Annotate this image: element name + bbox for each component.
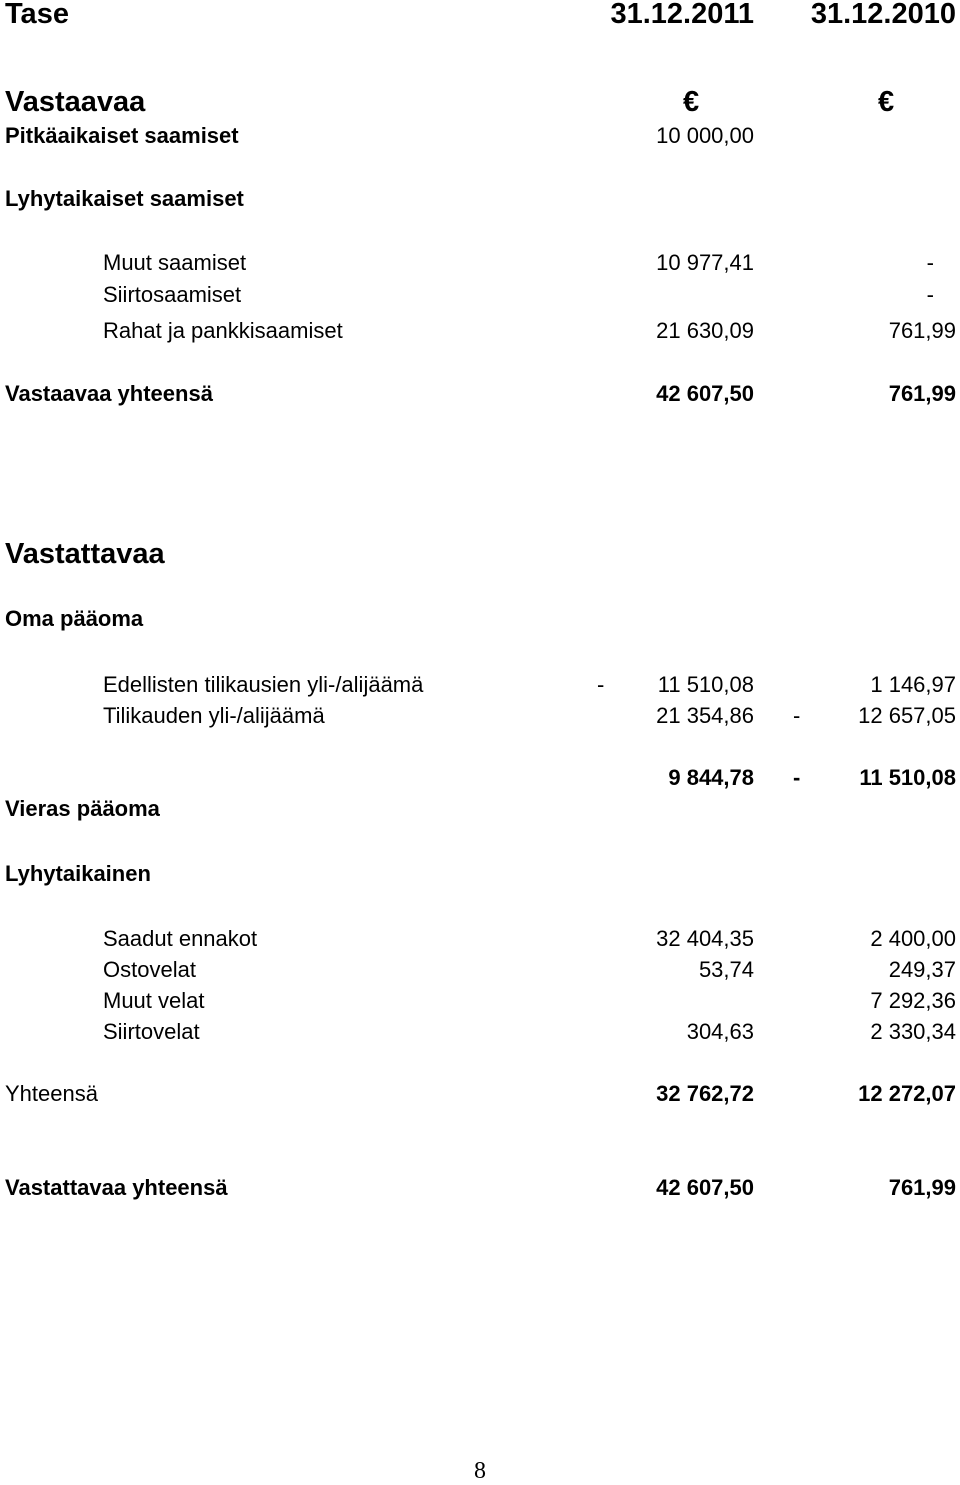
equity-row-2011: 11 510,08 <box>657 672 754 697</box>
debt-row-2010: 2 330,34 <box>870 1019 956 1044</box>
equity-total-2011: 9 844,78 <box>668 765 754 790</box>
liabilities-total-2011: 42 607,50 <box>656 1175 754 1200</box>
long-term-receivables-label: Pitkäaikaiset saamiset <box>5 123 239 148</box>
debt-row-label: Ostovelat <box>103 957 196 982</box>
debt-row-2011: 304,63 <box>686 1019 754 1044</box>
equity-row-label: Tilikauden yli-/alijäämä <box>103 703 325 728</box>
column-header-2011: 31.12.2011 <box>610 0 754 30</box>
equity-row-sign-2010: - <box>793 703 801 728</box>
equity-row-2010: 12 657,05 <box>858 703 956 728</box>
debt-total-2010: 12 272,07 <box>858 1081 956 1106</box>
assets-total-2010: 761,99 <box>888 381 956 406</box>
page-title: Tase <box>5 0 69 30</box>
equity-row-2010: 1 146,97 <box>870 672 956 697</box>
short-term-receivables-heading: Lyhytaikaiset saamiset <box>5 186 244 211</box>
debt-heading: Vieras pääoma <box>5 796 160 821</box>
equity-row-sign-2011: - <box>597 672 605 697</box>
asset-row-2011: 21 630,09 <box>656 318 754 343</box>
liabilities-total-2010: 761,99 <box>888 1175 956 1200</box>
asset-row-label: Siirtosaamiset <box>103 282 242 307</box>
assets-total-label: Vastaavaa yhteensä <box>5 381 213 406</box>
currency-symbol-col1: € <box>683 86 700 118</box>
debt-total-2011: 32 762,72 <box>656 1081 754 1106</box>
debt-row-2010: 7 292,36 <box>870 988 956 1013</box>
equity-total-2010: 11 510,08 <box>859 765 956 790</box>
debt-row-2010: 2 400,00 <box>870 926 956 951</box>
debt-row-label: Saadut ennakot <box>103 926 258 951</box>
liabilities-total-label: Vastattavaa yhteensä <box>5 1175 228 1200</box>
equity-row-2011: 21 354,86 <box>656 703 754 728</box>
debt-row-2011: 53,74 <box>698 957 754 982</box>
equity-total-sign-2010: - <box>793 765 801 790</box>
debt-total-label: Yhteensä <box>5 1081 98 1106</box>
page-number: 8 <box>474 1458 486 1484</box>
assets-heading: Vastaavaa <box>5 86 146 118</box>
currency-symbol-col2: € <box>878 86 895 118</box>
short-term-debt-heading: Lyhytaikainen <box>5 861 151 886</box>
debt-row-2011: 32 404,35 <box>656 926 754 951</box>
column-header-2010: 31.12.2010 <box>810 0 956 30</box>
asset-row-2010: 761,99 <box>888 318 956 343</box>
asset-row-2010: - <box>926 282 934 307</box>
equity-heading: Oma pääoma <box>5 606 144 631</box>
debt-row-2010: 249,37 <box>888 957 956 982</box>
equity-row-label: Edellisten tilikausien yli-/alijäämä <box>103 672 424 697</box>
liabilities-heading: Vastattavaa <box>5 538 165 570</box>
debt-row-label: Siirtovelat <box>103 1019 200 1044</box>
asset-row-label: Muut saamiset <box>103 250 247 275</box>
debt-row-label: Muut velat <box>103 988 205 1013</box>
asset-row-2011: 10 977,41 <box>656 250 754 275</box>
asset-row-label: Rahat ja pankkisaamiset <box>103 318 343 343</box>
long-term-receivables-2011: 10 000,00 <box>656 123 754 148</box>
asset-row-2010: - <box>926 250 934 275</box>
assets-total-2011: 42 607,50 <box>656 381 754 406</box>
